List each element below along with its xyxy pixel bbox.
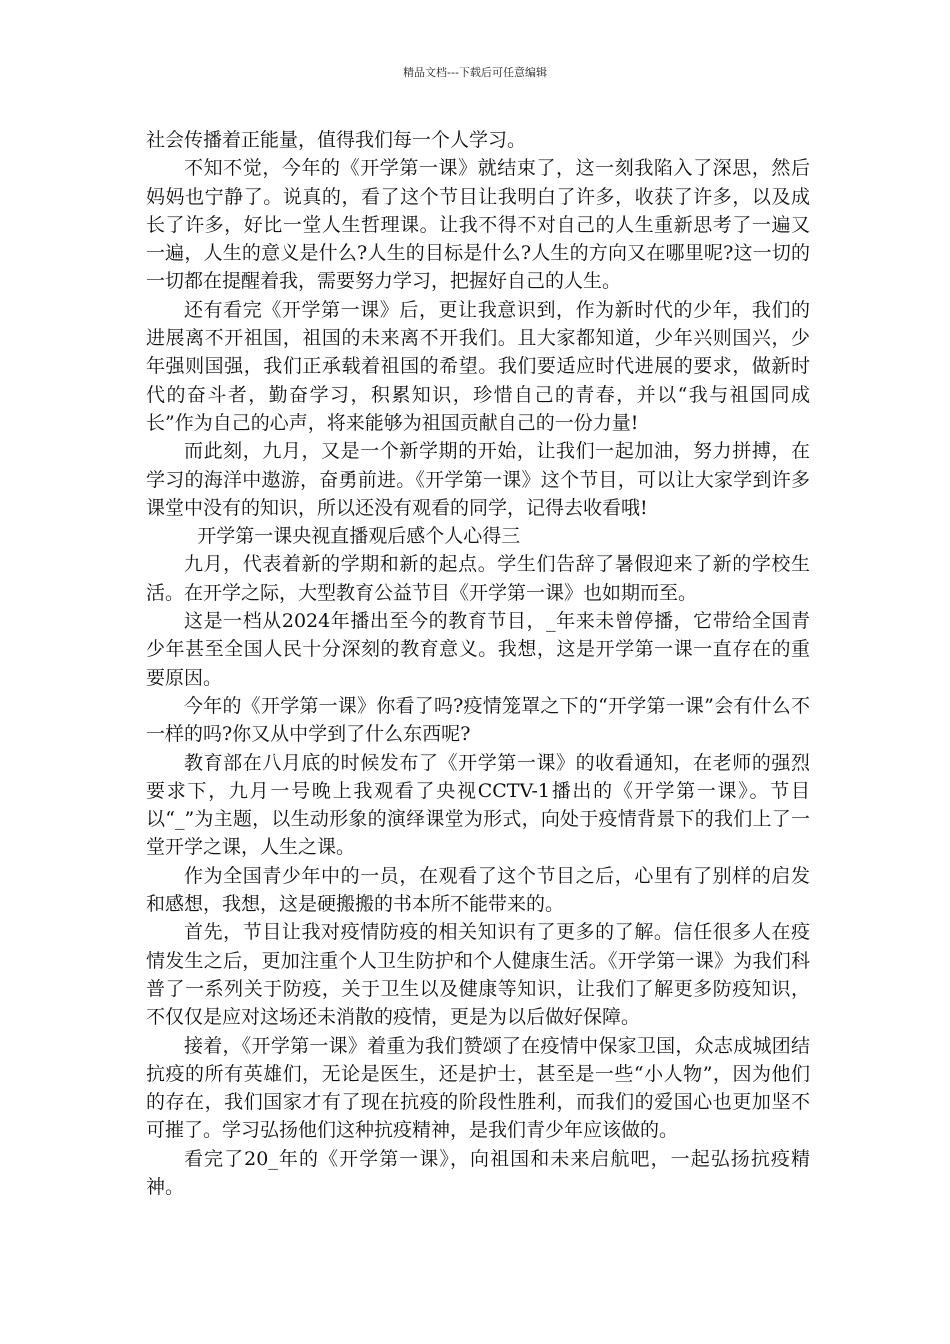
paragraph: 这是一档从2024年播出至今的教育节目，_年来未曾停播，它带给全国青少年甚至全国人民十分深刻的教育意义。我想，这是开学第一课一直存在的重要原因。 <box>146 610 810 689</box>
section-heading: 开学第一课央视直播观后感个人心得三 <box>197 525 521 548</box>
document-body <box>146 126 810 1201</box>
paragraph: 看完了20_年的《开学第一课》，向祖国和未来启航吧，一起弘扬抗疫精神。 <box>146 1147 810 1198</box>
paragraph: 作为全国青少年中的一员，在观看了这个节目之后，心里有了别样的启发和感想，我想，这是硬搬搬的书本所不能带来的。 <box>146 864 810 916</box>
paragraph: 不知不觉，今年的《开学第一课》就结束了，这一刻我陷入了深思，然后妈妈也宁静了。说真的，看了这个节目让我明白了许多，收获了许多，以及成长了许多，好比一堂人生哲理课。让我不得不对自己的人生重新思考了一遍又一遍，人生的意义是什么?人生的目标是什么?人生的方向又在哪里呢?这一切的一切都在提醒着我，需要努力学习，把握好自己的人生。 <box>146 157 810 293</box>
paragraph: 还有看完《开学第一课》后，更让我意识到，作为新时代的少年，我们的进展离不开祖国，祖国的未来离不开我们。且大家都知道，少年兴则国兴，少年强则国强，我们正承载着祖国的希望。我们要适应时代进展的要求，做新时代的奋斗者，勤奋学习，积累知识，珍惜自己的青春，并以“我与祖国同成长”作为自己的心声，将来能够为祖国贡献自己的一份力量! <box>146 298 810 434</box>
paragraph: 首先，节目让我对疫情防疫的相关知识有了更多的了解。信任很多人在疫情发生之后，更加注重个人卫生防护和个人健康生活。《开学第一课》为我们科普了一系列关于防疫，关于卫生以及健康等知识，让我们了解更多防疫知识，不仅仅是应对这场还未消散的疫情，更是为以后做好保障。 <box>146 921 810 1029</box>
paragraph: 接着，《开学第一课》着重为我们赞颂了在疫情中保家卫国，众志成城团结抗疫的所有英雄们，无论是医生，还是护士，甚至是一些“小人物”，因为他们的存在，我们国家才有了现在抗疫的阶段性胜利，而我们的爱国心也更加坚不可摧了。学习弘扬他们这种抗疫精神，是我们青少年应该做的。 <box>146 1034 810 1142</box>
paragraph: 九月，代表着新的学期和新的起点。学生们告辞了暑假迎来了新的学校生活。在开学之际，大型教育公益节目《开学第一课》也如期而至。 <box>146 553 810 604</box>
paragraph: 而此刻，九月，又是一个新学期的开始，让我们一起加油，努力拼搏，在学习的海洋中遨游，奋勇前进。《开学第一课》这个节目，可以让大家学到许多课堂中没有的知识，所以还没有观看的同学，记得去收看哦! <box>146 440 810 519</box>
paragraph: 教育部在八月底的时候发布了《开学第一课》的收看通知，在老师的强烈要求下，九月一号晚上我观看了央视CCTV-1播出的《开学第一课》。节目以“_”为主题，以生动形象的演绎课堂为形式，向处于疫情背景下的我们上了一堂开学之课，人生之课。 <box>146 751 810 859</box>
page-header: 精品文档---下载后可任意编辑 <box>403 66 547 79</box>
paragraph: 社会传播着正能量，值得我们每一个人学习。 <box>146 129 527 151</box>
paragraph: 今年的《开学第一课》你看了吗?疫情笼罩之下的“开学第一课”会有什么不一样的吗?你又从中学到了什么东西呢? <box>146 694 810 746</box>
